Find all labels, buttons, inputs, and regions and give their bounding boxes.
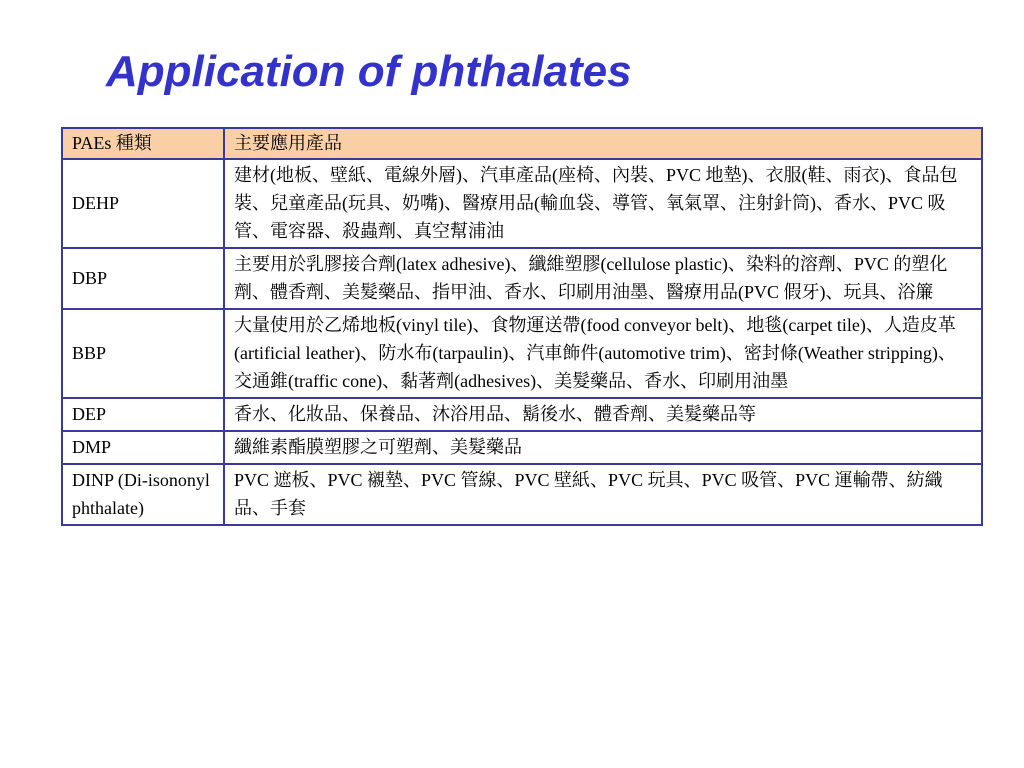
pae-name-dinp: DINP (Di-isononyl phthalate): [62, 464, 224, 525]
pae-name-dmp: DMP: [62, 431, 224, 464]
table-row: [62, 248, 982, 309]
table-header-row: [62, 128, 982, 159]
slide-title: Application of phthalates: [106, 47, 632, 96]
applications-dinp: PVC 遮板、PVC 襯墊、PVC 管線、PVC 壁紙、PVC 玩具、PVC 吸管、PVC 運輸帶、紡織品、手套: [224, 464, 982, 525]
applications-dmp: 纖維素酯膜塑膠之可塑劑、美髮藥品: [224, 431, 982, 464]
pae-name-dbp: DBP: [62, 248, 224, 309]
header-main-applications: 主要應用產品: [224, 128, 982, 159]
header-pae-type: PAEs 種類: [62, 128, 224, 159]
table-row: [62, 464, 982, 525]
pae-name-bbp: BBP: [62, 309, 224, 398]
table-row: [62, 398, 982, 431]
table-row: [62, 431, 982, 464]
applications-bbp: 大量使用於乙烯地板(vinyl tile)、食物運送帶(food conveyor belt)、地毯(carpet tile)、人造皮革(artificial leather)、防水布(tarpaulin)、汽車飾件(automotive trim)、密封條(Weather stripping)、交通錐(traffic cone)、黏著劑(adhesives)、美髮藥品、香水、印刷用油墨: [224, 309, 982, 398]
phthalates-application-table: [61, 127, 983, 526]
applications-dbp: 主要用於乳膠接合劑(latex adhesive)、纖維塑膠(cellulose plastic)、染料的溶劑、PVC 的塑化劑、體香劑、美髮藥品、指甲油、香水、印刷用油墨、醫療用品(PVC 假牙)、玩具、浴簾: [224, 248, 982, 309]
pae-name-dep: DEP: [62, 398, 224, 431]
table-row: [62, 309, 982, 398]
table-row: [62, 159, 982, 248]
applications-dehp: 建材(地板、壁紙、電線外層)、汽車產品(座椅、內裝、PVC 地墊)、衣服(鞋、雨衣)、食品包裝、兒童產品(玩具、奶嘴)、醫療用品(輸血袋、導管、氧氣罩、注射針筒)、香水、PVC 吸管、電容器、殺蟲劑、真空幫浦油: [224, 159, 982, 248]
applications-dep: 香水、化妝品、保養品、沐浴用品、鬍後水、體香劑、美髮藥品等: [224, 398, 982, 431]
pae-name-dehp: DEHP: [62, 159, 224, 248]
